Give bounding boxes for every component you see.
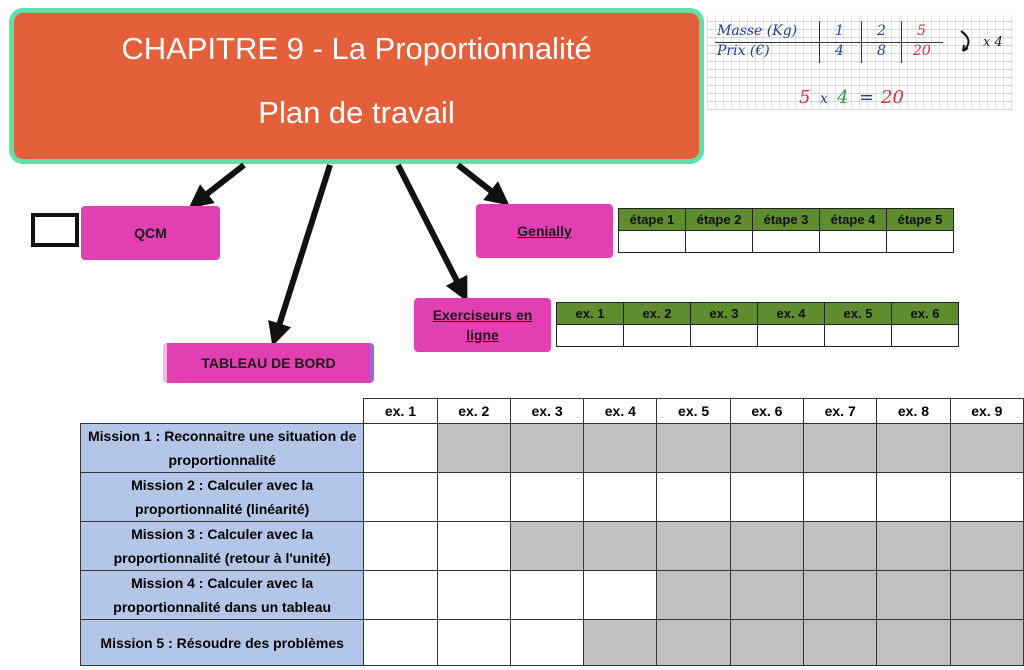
exercise-cell-locked: [730, 424, 803, 473]
exercise-cell-locked: [657, 571, 730, 620]
exercise-cell-locked: [877, 620, 950, 666]
exerciseur-check-cell[interactable]: [624, 325, 691, 347]
notebook-value: 20: [913, 43, 931, 59]
formula-part: 5: [799, 87, 811, 108]
mission-label: Mission 5 : Résoudre des problèmes: [81, 620, 364, 666]
qcm-button[interactable]: QCM: [81, 206, 220, 260]
exercise-cell[interactable]: [510, 620, 583, 666]
exerciseur-header: ex. 6: [892, 303, 959, 325]
notebook-value: 5: [917, 23, 926, 39]
genially-step-check-cell[interactable]: [753, 231, 820, 253]
notebook-value: 1: [835, 23, 844, 39]
mission-row: [81, 571, 1024, 620]
exercise-cell-locked: [950, 522, 1023, 571]
formula-part: 4: [837, 87, 849, 108]
exerciseurs-table: [556, 302, 959, 347]
mission-label: Mission 2 : Calculer avec la proportionnalité (linéarité): [81, 473, 364, 522]
exercise-cell-locked: [730, 620, 803, 666]
exerciseur-header: ex. 2: [624, 303, 691, 325]
exerciseur-header: ex. 3: [691, 303, 758, 325]
exercise-cell-locked: [950, 620, 1023, 666]
qcm-checkbox[interactable]: [31, 213, 79, 247]
genially-step-header: étape 5: [887, 209, 954, 231]
exercise-cell[interactable]: [877, 473, 950, 522]
exercise-cell[interactable]: [950, 473, 1023, 522]
mission-label: Mission 1 : Reconnaitre une situation de proportionnalité: [81, 424, 364, 473]
page-subtitle: Plan de travail: [258, 95, 455, 130]
exerciseur-check-cell[interactable]: [825, 325, 892, 347]
exercise-cell[interactable]: [364, 571, 437, 620]
exercise-column-header: ex. 9: [950, 399, 1023, 424]
exercise-cell-locked: [804, 620, 877, 666]
exercise-column-header: ex. 2: [437, 399, 510, 424]
genially-step-check-cell[interactable]: [820, 231, 887, 253]
exercise-cell-locked: [657, 522, 730, 571]
exercise-cell-locked: [510, 522, 583, 571]
exercise-cell-locked: [437, 424, 510, 473]
notebook-row1-label: Masse (Kg): [717, 23, 798, 39]
mission-row: [81, 620, 1024, 666]
exercise-column-header: ex. 3: [510, 399, 583, 424]
exerciseur-header: ex. 1: [557, 303, 624, 325]
exercise-cell[interactable]: [510, 571, 583, 620]
genially-step-header: étape 2: [686, 209, 753, 231]
exercise-cell-locked: [877, 424, 950, 473]
missions-table: [80, 398, 1024, 666]
notebook-value: 2: [877, 23, 886, 39]
exercise-cell[interactable]: [364, 473, 437, 522]
exercise-cell-locked: [730, 522, 803, 571]
arrow-to-genially: [458, 165, 500, 198]
exercise-column-header: ex. 4: [584, 399, 657, 424]
genially-step-header: étape 1: [619, 209, 686, 231]
exerciseur-header: ex. 5: [825, 303, 892, 325]
exercise-cell-locked: [584, 620, 657, 666]
exercise-cell-locked: [730, 571, 803, 620]
mission-label: Mission 3 : Calculer avec la proportionnalité (retour à l'unité): [81, 522, 364, 571]
exercise-cell[interactable]: [657, 473, 730, 522]
exercise-cell-locked: [804, 522, 877, 571]
exercise-column-header: ex. 6: [730, 399, 803, 424]
exercise-cell[interactable]: [584, 571, 657, 620]
exercise-cell[interactable]: [437, 571, 510, 620]
genially-link[interactable]: Genially: [476, 204, 613, 258]
exercise-cell-locked: [584, 424, 657, 473]
genially-step-header: étape 4: [820, 209, 887, 231]
notebook-value: 8: [877, 43, 886, 59]
exerciseur-check-cell[interactable]: [892, 325, 959, 347]
mission-row: [81, 473, 1024, 522]
genially-step-check-cell[interactable]: [686, 231, 753, 253]
exercise-cell-locked: [657, 424, 730, 473]
exerciseurs-en-ligne-link[interactable]: Exerciseurs en ligne: [414, 298, 551, 352]
exercise-cell-locked: [804, 571, 877, 620]
exercise-cell[interactable]: [364, 424, 437, 473]
arrow-to-qcm: [198, 165, 244, 201]
exercise-cell-locked: [950, 571, 1023, 620]
formula-part: =: [859, 87, 875, 108]
exercise-cell[interactable]: [437, 620, 510, 666]
notebook-value: 4: [835, 43, 844, 59]
tableau-de-bord-button[interactable]: TABLEAU DE BORD: [163, 343, 374, 383]
formula-part: 20: [881, 87, 904, 108]
exercise-column-header: ex. 8: [877, 399, 950, 424]
exerciseur-check-cell[interactable]: [758, 325, 825, 347]
exercise-cell[interactable]: [364, 620, 437, 666]
exercise-cell[interactable]: [437, 522, 510, 571]
notebook-row2-label: Prix (€): [717, 43, 770, 59]
exercise-cell-locked: [584, 522, 657, 571]
genially-step-check-cell[interactable]: [887, 231, 954, 253]
genially-step-header: étape 3: [753, 209, 820, 231]
exerciseur-check-cell[interactable]: [557, 325, 624, 347]
exercise-column-header: ex. 5: [657, 399, 730, 424]
table-corner: [81, 399, 364, 424]
notebook-multiplier: x 4: [983, 35, 1003, 50]
exercise-cell[interactable]: [510, 473, 583, 522]
mission-row: [81, 424, 1024, 473]
formula-part: x: [820, 91, 828, 107]
page-title: CHAPITRE 9 - La Proportionnalité: [121, 31, 592, 66]
exerciseur-header: ex. 4: [758, 303, 825, 325]
exercise-cell-locked: [950, 424, 1023, 473]
exercise-column-header: ex. 1: [364, 399, 437, 424]
exercise-cell-locked: [510, 424, 583, 473]
exercise-cell[interactable]: [437, 473, 510, 522]
exercise-cell-locked: [804, 424, 877, 473]
exercise-column-header: ex. 7: [804, 399, 877, 424]
mission-row: [81, 522, 1024, 571]
exercise-cell-locked: [877, 522, 950, 571]
exercise-cell[interactable]: [804, 473, 877, 522]
exercise-cell-locked: [657, 620, 730, 666]
mission-label: Mission 4 : Calculer avec la proportionnalité dans un tableau: [81, 571, 364, 620]
exercise-cell[interactable]: [364, 522, 437, 571]
exercise-cell[interactable]: [730, 473, 803, 522]
genially-step-check-cell[interactable]: [619, 231, 686, 253]
arrow-to-exerciseurs: [398, 165, 462, 291]
exercise-cell[interactable]: [584, 473, 657, 522]
exercise-cell-locked: [877, 571, 950, 620]
genially-steps-table: [618, 208, 954, 253]
exerciseur-check-cell[interactable]: [691, 325, 758, 347]
arrow-to-tableau: [276, 165, 330, 335]
